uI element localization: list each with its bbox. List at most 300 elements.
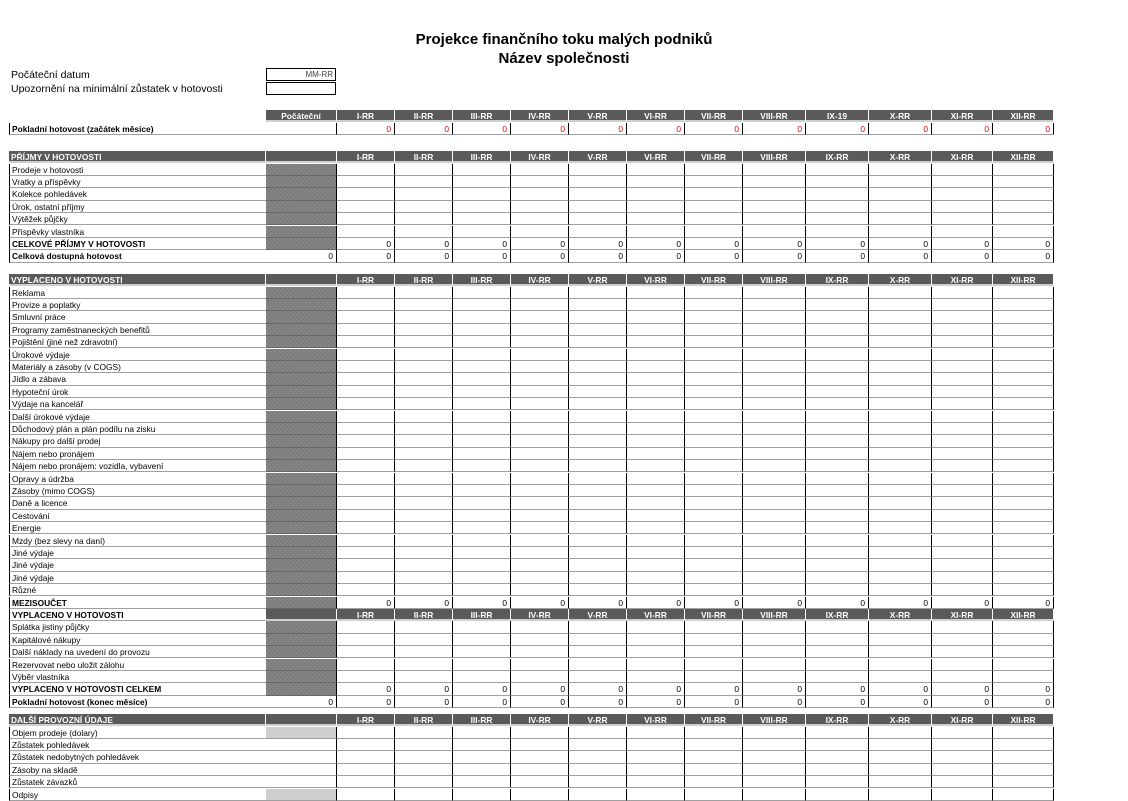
value-cell[interactable] [869,287,932,299]
value-cell[interactable] [569,535,627,547]
value-cell[interactable] [993,739,1054,751]
start-cell[interactable] [266,683,337,695]
value-cell[interactable] [627,751,685,763]
value-cell[interactable] [569,188,627,200]
value-cell[interactable] [685,634,743,646]
value-cell[interactable] [337,485,395,497]
value-cell[interactable] [627,727,685,739]
value-cell[interactable] [453,739,511,751]
value-cell[interactable] [932,473,993,485]
value-cell[interactable] [993,448,1054,460]
value-cell[interactable] [627,311,685,323]
start-cell[interactable] [266,201,337,213]
value-cell[interactable] [511,287,569,299]
value-cell[interactable] [337,727,395,739]
value-cell[interactable] [453,584,511,596]
value-cell[interactable] [869,448,932,460]
value-cell[interactable] [453,522,511,534]
value-cell[interactable] [806,572,869,584]
value-cell[interactable] [337,411,395,423]
value-cell[interactable] [511,751,569,763]
value-cell[interactable] [337,373,395,385]
value-cell[interactable] [685,176,743,188]
value-cell[interactable] [627,176,685,188]
value-cell[interactable] [337,559,395,571]
value-cell[interactable] [932,584,993,596]
value-cell[interactable] [685,497,743,509]
value-cell[interactable] [511,226,569,238]
value-cell[interactable] [806,201,869,213]
value-cell[interactable] [869,776,932,788]
value-cell[interactable] [511,671,569,683]
value-cell[interactable] [395,324,453,336]
value-cell[interactable] [395,435,453,447]
value-cell[interactable] [511,448,569,460]
value-cell[interactable] [932,497,993,509]
value-cell[interactable] [932,460,993,472]
value-cell[interactable] [569,776,627,788]
value-cell[interactable]: 0 [337,597,395,609]
value-cell[interactable] [395,751,453,763]
value-cell[interactable] [453,287,511,299]
value-cell[interactable] [569,423,627,435]
value-cell[interactable] [627,497,685,509]
value-cell[interactable] [511,485,569,497]
value-cell[interactable] [511,188,569,200]
value-cell[interactable] [993,386,1054,398]
value-cell[interactable] [453,634,511,646]
value-cell[interactable] [395,789,453,801]
value-cell[interactable]: 0 [932,696,993,708]
value-cell[interactable] [337,349,395,361]
value-cell[interactable] [685,349,743,361]
value-cell[interactable] [806,497,869,509]
value-cell[interactable]: 0 [743,696,806,708]
value-cell[interactable] [627,324,685,336]
value-cell[interactable] [685,423,743,435]
value-cell[interactable] [743,547,806,559]
value-cell[interactable] [806,510,869,522]
value-cell[interactable] [685,311,743,323]
value-cell[interactable] [685,411,743,423]
value-cell[interactable] [743,311,806,323]
value-cell[interactable] [511,535,569,547]
value-cell[interactable] [869,423,932,435]
value-cell[interactable] [685,373,743,385]
value-cell[interactable] [395,213,453,225]
value-cell[interactable] [743,226,806,238]
value-cell[interactable] [932,751,993,763]
value-cell[interactable] [869,460,932,472]
start-cell[interactable] [266,238,337,250]
value-cell[interactable] [511,634,569,646]
value-cell[interactable] [453,510,511,522]
value-cell[interactable] [932,535,993,547]
value-cell[interactable] [685,213,743,225]
value-cell[interactable] [932,739,993,751]
value-cell[interactable] [395,349,453,361]
value-cell[interactable] [932,423,993,435]
value-cell[interactable] [869,621,932,633]
value-cell[interactable]: 0 [685,250,743,262]
value-cell[interactable] [993,572,1054,584]
value-cell[interactable]: 0 [743,250,806,262]
value-cell[interactable] [806,188,869,200]
value-cell[interactable] [743,460,806,472]
value-cell[interactable] [685,510,743,522]
value-cell[interactable] [743,324,806,336]
value-cell[interactable] [453,485,511,497]
value-cell[interactable] [932,164,993,176]
value-cell[interactable] [806,299,869,311]
value-cell[interactable] [685,287,743,299]
value-cell[interactable] [627,164,685,176]
value-cell[interactable] [932,373,993,385]
value-cell[interactable] [627,411,685,423]
value-cell[interactable] [869,727,932,739]
value-cell[interactable]: 0 [869,250,932,262]
value-cell[interactable] [869,789,932,801]
value-cell[interactable] [337,448,395,460]
value-cell[interactable] [627,789,685,801]
value-cell[interactable] [569,324,627,336]
value-cell[interactable] [932,226,993,238]
value-cell[interactable]: 0 [569,123,627,135]
value-cell[interactable] [932,201,993,213]
value-cell[interactable] [806,176,869,188]
value-cell[interactable] [743,646,806,658]
value-cell[interactable]: 0 [932,238,993,250]
value-cell[interactable] [869,485,932,497]
value-cell[interactable] [806,789,869,801]
value-cell[interactable] [511,659,569,671]
value-cell[interactable] [806,671,869,683]
value-cell[interactable] [993,423,1054,435]
start-cell[interactable]: 0 [266,250,337,262]
value-cell[interactable] [743,485,806,497]
value-cell[interactable]: 0 [993,597,1054,609]
value-cell[interactable] [806,634,869,646]
value-cell[interactable]: 0 [511,238,569,250]
value-cell[interactable] [511,299,569,311]
value-cell[interactable]: 0 [627,250,685,262]
value-cell[interactable] [337,634,395,646]
value-cell[interactable] [453,547,511,559]
value-cell[interactable] [395,559,453,571]
value-cell[interactable]: 0 [806,696,869,708]
value-cell[interactable] [743,411,806,423]
value-cell[interactable] [395,522,453,534]
value-cell[interactable] [869,373,932,385]
value-cell[interactable] [511,510,569,522]
value-cell[interactable] [685,485,743,497]
value-cell[interactable] [685,164,743,176]
value-cell[interactable] [869,584,932,596]
value-cell[interactable] [627,485,685,497]
value-cell[interactable] [806,776,869,788]
value-cell[interactable] [395,311,453,323]
value-cell[interactable]: 0 [569,696,627,708]
value-cell[interactable] [453,497,511,509]
value-cell[interactable] [743,559,806,571]
value-cell[interactable] [453,311,511,323]
value-cell[interactable] [569,646,627,658]
value-cell[interactable]: 0 [337,696,395,708]
value-cell[interactable] [932,522,993,534]
value-cell[interactable] [511,547,569,559]
start-cell[interactable] [266,584,337,596]
value-cell[interactable] [569,659,627,671]
value-cell[interactable] [743,751,806,763]
value-cell[interactable] [337,584,395,596]
value-cell[interactable] [395,764,453,776]
value-cell[interactable] [511,213,569,225]
value-cell[interactable] [569,497,627,509]
value-cell[interactable] [395,386,453,398]
value-cell[interactable] [869,473,932,485]
value-cell[interactable] [869,299,932,311]
value-cell[interactable] [993,789,1054,801]
value-cell[interactable] [743,727,806,739]
value-cell[interactable] [806,460,869,472]
value-cell[interactable] [627,634,685,646]
value-cell[interactable]: 0 [453,597,511,609]
value-cell[interactable] [993,373,1054,385]
value-cell[interactable] [685,473,743,485]
value-cell[interactable] [743,435,806,447]
value-cell[interactable] [806,435,869,447]
value-cell[interactable] [627,336,685,348]
value-cell[interactable] [806,311,869,323]
value-cell[interactable] [869,336,932,348]
value-cell[interactable] [932,349,993,361]
start-cell[interactable] [266,485,337,497]
value-cell[interactable]: 0 [932,597,993,609]
value-cell[interactable]: 0 [511,696,569,708]
value-cell[interactable] [806,522,869,534]
value-cell[interactable] [337,764,395,776]
value-cell[interactable] [932,789,993,801]
value-cell[interactable]: 0 [685,238,743,250]
value-cell[interactable] [869,398,932,410]
value-cell[interactable]: 0 [743,123,806,135]
value-cell[interactable]: 0 [993,123,1054,135]
value-cell[interactable]: 0 [627,696,685,708]
value-cell[interactable] [627,349,685,361]
value-cell[interactable]: 0 [869,597,932,609]
value-cell[interactable]: 0 [993,696,1054,708]
value-cell[interactable] [993,188,1054,200]
value-cell[interactable] [993,398,1054,410]
value-cell[interactable] [743,299,806,311]
value-cell[interactable] [869,435,932,447]
value-cell[interactable] [993,510,1054,522]
value-cell[interactable] [806,621,869,633]
value-cell[interactable] [932,188,993,200]
value-cell[interactable] [869,213,932,225]
value-cell[interactable] [743,361,806,373]
value-cell[interactable] [395,572,453,584]
value-cell[interactable] [337,188,395,200]
value-cell[interactable] [511,435,569,447]
value-cell[interactable] [395,188,453,200]
value-cell[interactable] [806,324,869,336]
value-cell[interactable] [869,349,932,361]
value-cell[interactable] [395,226,453,238]
value-cell[interactable] [806,485,869,497]
value-cell[interactable] [569,226,627,238]
value-cell[interactable] [337,435,395,447]
value-cell[interactable] [743,510,806,522]
start-cell[interactable] [266,776,337,788]
value-cell[interactable] [743,634,806,646]
value-cell[interactable] [743,398,806,410]
value-cell[interactable] [743,213,806,225]
value-cell[interactable] [511,373,569,385]
value-cell[interactable] [627,671,685,683]
start-cell[interactable] [266,213,337,225]
value-cell[interactable] [511,349,569,361]
value-cell[interactable] [569,213,627,225]
value-cell[interactable] [932,386,993,398]
value-cell[interactable] [453,213,511,225]
value-cell[interactable] [806,727,869,739]
value-cell[interactable] [869,510,932,522]
value-cell[interactable] [932,299,993,311]
value-cell[interactable] [569,386,627,398]
value-cell[interactable] [685,188,743,200]
value-cell[interactable] [932,336,993,348]
value-cell[interactable] [806,213,869,225]
value-cell[interactable] [993,213,1054,225]
value-cell[interactable] [806,473,869,485]
value-cell[interactable] [627,299,685,311]
value-cell[interactable]: 0 [511,597,569,609]
value-cell[interactable] [743,349,806,361]
value-cell[interactable]: 0 [869,696,932,708]
value-cell[interactable] [627,473,685,485]
value-cell[interactable] [395,398,453,410]
value-cell[interactable] [337,213,395,225]
value-cell[interactable] [743,164,806,176]
start-cell[interactable] [266,497,337,509]
start-cell[interactable] [266,299,337,311]
value-cell[interactable] [993,764,1054,776]
value-cell[interactable] [806,164,869,176]
value-cell[interactable] [569,336,627,348]
value-cell[interactable]: 0 [627,123,685,135]
value-cell[interactable] [806,411,869,423]
value-cell[interactable] [993,411,1054,423]
start-cell[interactable] [266,727,337,739]
value-cell[interactable] [569,201,627,213]
value-cell[interactable]: 0 [743,238,806,250]
value-cell[interactable] [453,727,511,739]
value-cell[interactable] [869,535,932,547]
value-cell[interactable] [993,659,1054,671]
value-cell[interactable] [569,727,627,739]
value-cell[interactable] [627,547,685,559]
value-cell[interactable]: 0 [337,238,395,250]
value-cell[interactable] [511,361,569,373]
start-cell[interactable] [266,646,337,658]
value-cell[interactable] [453,535,511,547]
value-cell[interactable] [453,411,511,423]
value-cell[interactable] [869,659,932,671]
value-cell[interactable] [337,398,395,410]
value-cell[interactable] [993,311,1054,323]
value-cell[interactable] [627,535,685,547]
value-cell[interactable] [337,361,395,373]
value-cell[interactable] [869,361,932,373]
value-cell[interactable] [806,448,869,460]
value-cell[interactable] [993,671,1054,683]
value-cell[interactable]: 0 [806,238,869,250]
value-cell[interactable]: 0 [932,250,993,262]
value-cell[interactable] [869,324,932,336]
value-cell[interactable] [627,435,685,447]
value-cell[interactable] [395,727,453,739]
value-cell[interactable] [569,764,627,776]
start-cell[interactable] [266,522,337,534]
value-cell[interactable] [932,646,993,658]
value-cell[interactable] [569,435,627,447]
value-cell[interactable] [932,776,993,788]
value-cell[interactable] [869,497,932,509]
value-cell[interactable] [569,789,627,801]
value-cell[interactable] [453,751,511,763]
start-cell[interactable] [266,634,337,646]
start-cell[interactable] [266,373,337,385]
value-cell[interactable] [337,646,395,658]
value-cell[interactable] [743,473,806,485]
value-cell[interactable]: 0 [337,683,395,695]
value-cell[interactable] [453,460,511,472]
value-cell[interactable] [869,164,932,176]
start-cell[interactable] [266,324,337,336]
value-cell[interactable] [453,646,511,658]
value-cell[interactable] [743,764,806,776]
value-cell[interactable] [337,164,395,176]
value-cell[interactable] [337,789,395,801]
value-cell[interactable]: 0 [511,250,569,262]
value-cell[interactable] [511,164,569,176]
value-cell[interactable] [511,789,569,801]
value-cell[interactable] [869,739,932,751]
start-cell[interactable] [266,460,337,472]
value-cell[interactable]: 0 [511,123,569,135]
value-cell[interactable] [743,584,806,596]
value-cell[interactable] [511,336,569,348]
value-cell[interactable] [685,776,743,788]
value-cell[interactable] [627,776,685,788]
value-cell[interactable] [932,361,993,373]
value-cell[interactable] [685,572,743,584]
value-cell[interactable] [932,621,993,633]
value-cell[interactable] [569,287,627,299]
value-cell[interactable] [806,535,869,547]
value-cell[interactable] [743,497,806,509]
value-cell[interactable]: 0 [932,123,993,135]
value-cell[interactable] [806,287,869,299]
value-cell[interactable] [685,751,743,763]
value-cell[interactable] [993,460,1054,472]
value-cell[interactable]: 0 [453,123,511,135]
value-cell[interactable]: 0 [569,250,627,262]
value-cell[interactable]: 0 [453,696,511,708]
value-cell[interactable] [511,522,569,534]
value-cell[interactable] [453,164,511,176]
